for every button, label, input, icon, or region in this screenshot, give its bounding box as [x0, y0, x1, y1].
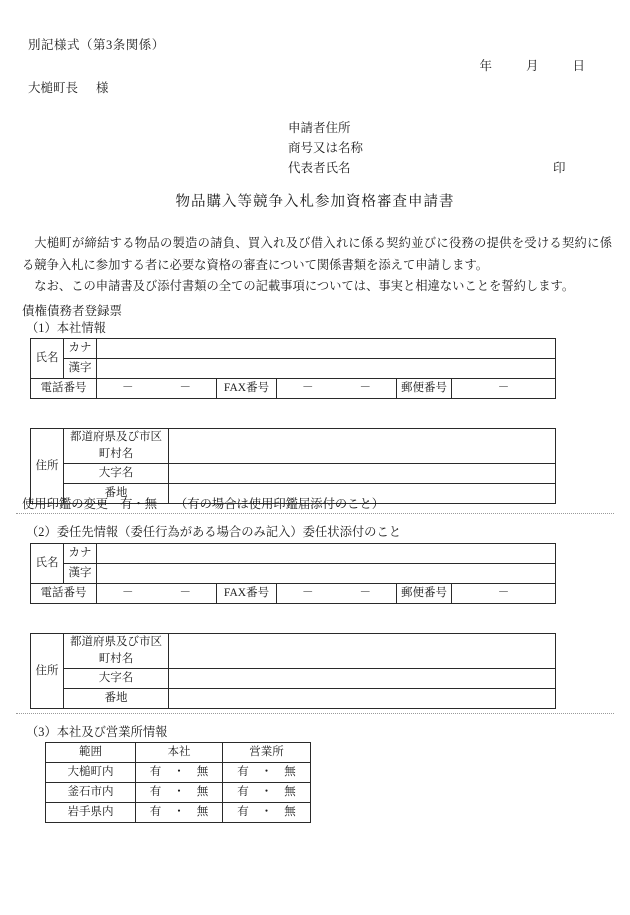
- postal-dash: －: [497, 587, 510, 599]
- seal-change-note: [22, 494, 384, 512]
- yesno-group: [225, 764, 308, 781]
- postal-label-cell: 郵便番号: [397, 584, 452, 604]
- address-label-cell: 住所: [31, 634, 64, 709]
- section-2-address-table: [30, 633, 556, 709]
- table-row: [31, 429, 556, 464]
- branch-info-table: [45, 742, 311, 823]
- branch-scope-cell: 釜石市内: [46, 783, 136, 803]
- kanji-label-cell: 漢字: [64, 359, 97, 379]
- kanji-label-cell: 漢字: [64, 564, 97, 584]
- separator-dot: ・: [260, 766, 273, 778]
- yes-option[interactable]: 有: [237, 806, 249, 818]
- section-3-heading: （3）本社及び営業所情報: [26, 725, 168, 739]
- table-row: [46, 763, 311, 783]
- body-text: [22, 233, 612, 298]
- section-1-heading: （1）本社情報: [26, 321, 106, 335]
- tel-dash-1: －: [122, 382, 134, 394]
- name-label-cell: 氏名: [31, 544, 64, 584]
- fax-dash-group: [279, 380, 394, 397]
- tel-dash-group: [99, 380, 214, 397]
- applicant-address-label: 申請者住所: [288, 121, 351, 135]
- separator-dot: ・: [173, 806, 185, 818]
- applicant-representative-label: 代表者氏名: [288, 161, 351, 175]
- no-option[interactable]: 無: [196, 806, 209, 818]
- kana-label-cell: カナ: [64, 544, 97, 564]
- table-row: [31, 544, 556, 564]
- table-row: [46, 803, 311, 823]
- kana-input-cell[interactable]: [97, 339, 556, 359]
- no-option[interactable]: 無: [196, 766, 209, 778]
- table-row: [31, 359, 556, 379]
- fax-label-cell: FAX番号: [217, 584, 277, 604]
- postal-dash: －: [497, 382, 510, 394]
- fax-dash-group: [279, 585, 394, 602]
- fax-label-cell: FAX番号: [217, 379, 277, 399]
- fax-dash-1: －: [302, 587, 314, 599]
- fax-dash-1: －: [302, 382, 314, 394]
- table-row: [31, 584, 556, 604]
- body-paragraph-2: なお、この申請書及び添付書類の全ての記載事項については、事実と相違ないことを誓約します。: [34, 279, 575, 293]
- seal-change-choice[interactable]: 有・無: [120, 497, 157, 511]
- tel-label-cell: 電話番号: [31, 584, 97, 604]
- separator-dot: ・: [173, 786, 185, 798]
- form-code: 別記様式（第3条関係）: [28, 38, 165, 52]
- no-option[interactable]: 無: [284, 766, 296, 778]
- yes-option[interactable]: 有: [149, 786, 162, 798]
- branch-col-scope: 範囲: [46, 743, 136, 763]
- fax-dash-2: －: [359, 382, 371, 394]
- oaza-label-cell: 大字名: [64, 669, 169, 689]
- oaza-input-cell[interactable]: [169, 464, 556, 484]
- prefecture-city-input-cell[interactable]: [169, 634, 556, 669]
- table-row: [31, 464, 556, 484]
- body-paragraph-1: 大槌町が締結する物品の製造の請負、買入れ及び借入れに係る契約並びに役務の提供を受ける契約に係る競争入札に参加する者に必要な資格の審査について関係書類を添えて申請します。: [22, 236, 612, 272]
- branch-head-office-choice[interactable]: [136, 763, 223, 783]
- yes-option[interactable]: 有: [149, 806, 162, 818]
- table-header-row: [46, 743, 311, 763]
- postal-input-cell[interactable]: [452, 584, 556, 604]
- no-option[interactable]: 無: [284, 786, 296, 798]
- prefecture-city-label-cell: 都道府県及び市区町村名: [64, 429, 169, 464]
- fax-dash-2: －: [359, 587, 371, 599]
- yesno-group: [225, 784, 308, 801]
- no-option[interactable]: 無: [284, 806, 296, 818]
- date-year-label: 年: [479, 59, 492, 73]
- kanji-input-cell[interactable]: [97, 359, 556, 379]
- oaza-input-cell[interactable]: [169, 669, 556, 689]
- table-row: [31, 634, 556, 669]
- name-label-cell: 氏名: [31, 339, 64, 379]
- section-1-address-table: [30, 428, 556, 504]
- seal-change-remark: （有の場合は使用印鑑届添付のこと）: [175, 497, 385, 511]
- applicant-representative-row: [288, 158, 566, 178]
- yesno-group: [138, 804, 220, 821]
- yes-option[interactable]: 有: [149, 766, 162, 778]
- tel-dash-group: [99, 585, 214, 602]
- tel-dash-2: －: [179, 382, 191, 394]
- kanji-input-cell[interactable]: [97, 564, 556, 584]
- yesno-group: [138, 784, 220, 801]
- document-title: 物品購入等競争入札参加資格審査申請書: [175, 194, 455, 210]
- separator-dot: ・: [260, 806, 273, 818]
- tel-input-cell[interactable]: [97, 584, 217, 604]
- table-row: [31, 379, 556, 399]
- tel-dash-1: －: [122, 587, 134, 599]
- section-1-name-table: [30, 338, 556, 399]
- addressee-name: 大槌町長: [28, 81, 79, 95]
- oaza-label-cell: 大字名: [64, 464, 169, 484]
- separator-dot: ・: [173, 766, 185, 778]
- yesno-group: [138, 764, 220, 781]
- banchi-input-cell[interactable]: [169, 689, 556, 709]
- applicant-block: [288, 118, 566, 178]
- tel-input-cell[interactable]: [97, 379, 217, 399]
- branch-col-head-office: 本社: [136, 743, 223, 763]
- branch-col-branch-office: 営業所: [223, 743, 311, 763]
- postal-label-cell: 郵便番号: [397, 379, 452, 399]
- kana-label-cell: カナ: [64, 339, 97, 359]
- applicant-address-row: [288, 118, 363, 138]
- branch-scope-cell: 岩手県内: [46, 803, 136, 823]
- branch-head-office-choice[interactable]: [136, 803, 223, 823]
- registration-title: 債権債務者登録票: [22, 304, 123, 318]
- section-2-name-table: [30, 543, 556, 604]
- table-row: [31, 669, 556, 689]
- applicant-company-row: [288, 138, 363, 158]
- addressee: [28, 78, 109, 96]
- branch-scope-cell: 大槌町内: [46, 763, 136, 783]
- table-row: [31, 564, 556, 584]
- tel-dash-2: －: [179, 587, 191, 599]
- fax-input-cell[interactable]: [277, 584, 397, 604]
- seal-mark: 印: [553, 161, 566, 175]
- fax-input-cell[interactable]: [277, 379, 397, 399]
- prefecture-city-label-cell: 都道府県及び市区町村名: [64, 634, 169, 669]
- branch-head-office-choice[interactable]: [136, 783, 223, 803]
- date-line: [479, 56, 585, 74]
- section-2-heading: （2）委任先情報（委任行為がある場合のみ記入）委任状添付のこと: [26, 525, 402, 539]
- seal-change-label: 使用印鑑の変更: [22, 497, 109, 511]
- table-row: [31, 689, 556, 709]
- yesno-group: [225, 804, 308, 821]
- table-row: [46, 783, 311, 803]
- kana-input-cell[interactable]: [97, 544, 556, 564]
- addressee-honorific: 様: [96, 81, 109, 95]
- branch-branch-office-choice[interactable]: [223, 763, 311, 783]
- separator-dot: ・: [260, 786, 273, 798]
- prefecture-city-input-cell[interactable]: [169, 429, 556, 464]
- yes-option[interactable]: 有: [237, 766, 249, 778]
- section-divider-1: [16, 513, 614, 514]
- banchi-label-cell: 番地: [64, 689, 169, 709]
- applicant-company-label: 商号又は名称: [288, 141, 364, 155]
- section-divider-2: [16, 713, 614, 714]
- tel-label-cell: 電話番号: [31, 379, 97, 399]
- postal-input-cell[interactable]: [452, 379, 556, 399]
- branch-branch-office-choice[interactable]: [223, 783, 311, 803]
- yes-option[interactable]: 有: [237, 786, 249, 798]
- date-month-label: 月: [525, 59, 539, 73]
- table-row: [31, 339, 556, 359]
- banchi-label-cell: 番地: [64, 484, 169, 504]
- address-label-cell: 住所: [31, 429, 64, 504]
- date-day-label: 日: [572, 59, 585, 73]
- branch-branch-office-choice[interactable]: [223, 803, 311, 823]
- no-option[interactable]: 無: [196, 786, 209, 798]
